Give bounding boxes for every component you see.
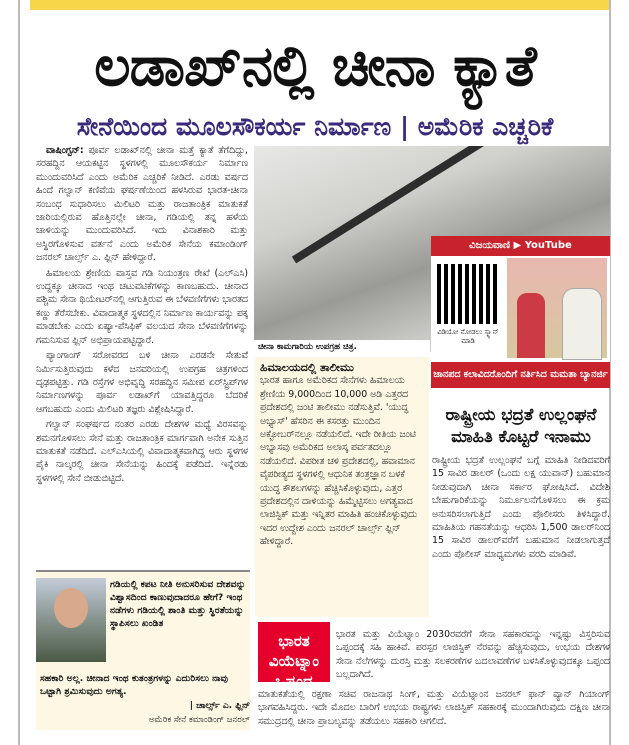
sidebar-story-text: ಭಾರತ ಹಾಗೂ ಅಮೆರಿಕದ ಸೇನೆಗಳು ಹಿಮಾಲಯ ಶ್ರೇಣಿಯ 9,000ದಿಂದ 10,000 ಅಡಿ ಎತ್ತರದ ಪ್ರದೇಶದಲ್ಲಿ ಜಂಟಿ ತಾಲೀಮು ನಡೆಸುತ್ತಿವೆ. 'ಯುದ್ಧ ಅಭ್ಯಾಸ್' ಹೆಸರಿನ ಈ ಕಸರತ್ತು ಮುಂದಿನ ಅಕ್ಟೋಬರ್‌ನಲ್ಲೂ ನಡೆಯಲಿದೆ. ಇದೇ ರೀತಿಯ ಜಂಟಿ ಅಭ್ಯಾಸವು ಅಮೆರಿಕದ ಅಲಾಸ್ಕ ಪರ್ವತದಲ್ಲೂ ನಡೆಯಲಿದೆ. ವಿಪರೀತ ಚಳಿ ಪ್ರದೇಶದಲ್ಲಿ, ಹವಾಮಾನ ವೈಪರೀತ್ಯದ ಸ್ಥಳಗಳಲ್ಲಿ ಆಧುನಿಕ ತಂತ್ರಜ್ಞಾನ ಬಳಕೆ ಯುದ್ಧ ಕೌಶಲಗಳನ್ನು ಹೆಚ್ಚಿಸಿಕೊಳ್ಳುವುದು, ಎತ್ತರ ಪ್ರದೇಶದಲ್ಲಿನ ದಾಳಿಯನ್ನು ಹಿಮ್ಮೆಟ್ಟಿಸಲು ಅಗತ್ಯವಾದ ಲಾಜಿಸ್ಟಿಕ್ ಮತ್ತು ಇನ್ನಿತರ ಮಾಹಿತಿ ಹಂಚಿಕೊಳ್ಳುವುದು ಇದರ ಉದ್ದೇಶ ಎಂದು ಜನರಲ್ ಚಾರ್ಲ್ಸ್ ಫ್ಲಿನ್ ಹೇಳಿದ್ದಾರೆ. xyxy=(260,375,418,548)
quote-attribution: | ಚಾರ್ಲ್ಸ್ ಎ. ಫ್ಲಿನ್ xyxy=(189,701,250,711)
article-paragraph-3: ಪ್ಯಾಂಗಾಂಗ್ ಸರೋವರದ ಬಳಿ ಚೀನಾ ಎರಡನೇ ಸೇತುವೆ ನಿರ್ಮಿಸುತ್ತಿರುವುದು ಕಳೆದ ಜನವರಿಯಲ್ಲಿ ಉಪಗ್ರಹ ಚಿತ್ರಗಳಿಂದ ದೃಢಪಟ್ಟಿತ್ತು. ಗಡಿ ರಸ್ತೆಗಳ ಅಭಿವೃದ್ಧಿ ಸರಹದ್ದಿನ ಸಮೀಪ ಏರ್‌ಸ್ಟ್ರಿಪ್‌ಗಳ ನಿರ್ಮಾಣಗಳನ್ನು ಪೂರ್ವ ಲಡಾಖ್‌ಗೆ ಯಾವತ್ತಿದ್ದರೂ ಬೆದರಿಕೆ ಆಗಬಹುದು ಎಂದು ಮಿಲಿಟರಿ ತಜ್ಞರು ವಿಶ್ಲೇಷಿಸಿದ್ದಾರೆ. xyxy=(36,350,248,415)
person-figure-left xyxy=(517,293,545,358)
india-vietnam-tag: ಭಾರತ ವಿಯೆಟ್ನಾಂ ಒಪ್ಪಂದ xyxy=(258,622,330,682)
article-paragraph-2: ಹಿಮಾಲಯ ಶ್ರೇಣಿಯ ವಾಸ್ತವ ಗಡಿ ನಿಯಂತ್ರಣ ರೇಖೆ (ಎಲ್‌ಎಸಿ) ಉದ್ದಕ್ಕೂ ಚೀನಾದ ಇಂಥ ಚಟುವಟಿಕೆಗಳನ್ನು ಕಾಣಬಹುದು. ಚೀನಾದ ಪಶ್ಚಿಮ ಸೇನಾ ಥಿಯೇಟರ್‌ನಲ್ಲಿ ಆಗುತ್ತಿರುವ ಈ ಬೆಳವಣಿಗೆಗಳು ಭಾರತದ ಕಣ್ಣು ತೆರೆಸಬೇಕು. ವಿವಾದಾತ್ಮಕ ಸ್ಥಳದಲ್ಲಿನ ನಿರ್ಮಾಣ ಕಾರ್ಯವನ್ನು ಪಕ್ಕ ಮಾಡಬೇಕು ಎಂದು ಏಷ್ಯಾ-ಪೆಸಿಫಿಕ್ ವಲಯದ ಸೇನಾ ಬೆಳವಣಿಗೆಗಳನ್ನು ಗಮನಿಸುವ ಫ್ಲಿನ್ ಅಭಿಪ್ರಾಯಪಟ್ಟಿದ್ದಾರೆ. xyxy=(36,267,248,346)
bottom-story-text-1: ಭಾರತ ಮತ್ತು ವಿಯೆಟ್ನಾಂ 2030ರವರೆಗೆ ಸೇನಾ ಸಹಕಾರವನ್ನು ಇನ್ನಷ್ಟು ವಿಸ್ತರಿಸುವ ಒಪ್ಪಂದಕ್ಕೆ ಸಹಿ ಹಾಕಿವೆ. ಪರಸ್ಪರ ಲಾಜಿಸ್ಟಿಕ್ ನೆರವನ್ನು ಹೆಚ್ಚಿಸುವುದು, ಉಭಯ ದೇಶಗಳ ಸೇನಾ ನೆಲೆಗಳನ್ನು ದುರಸ್ತಿ ಮತ್ತು ಸಲಕರಣೆಗಳ ಬದಲಾವಣೆಗಳ ಬಳಸಿಕೊಳ್ಳುವುದಕ್ಕೂ ಒಪ್ಪಂದ ಬಲ್ಲದಾಗಿದೆ. xyxy=(336,629,610,681)
quote-text-bottom: ಸಹಕಾರಿ ಅಲ್ಲ. ಚೀನಾದ ಇಂಥ ಕುತಂತ್ರಗಳನ್ನು ಎದುರಿಸಲು ನಾವು ಒಟ್ಟಾಗಿ ಶ್ರಮಿಸುವುದು ಅಗತ್ಯ. xyxy=(40,673,229,697)
right-story-headline: ರಾಷ್ಟ್ರೀಯ ಭದ್ರತೆ ಉಲ್ಲಂಘನೆ ಮಾಹಿತಿ ಕೊಟ್ಟರೆ ಇನಾಮು xyxy=(445,405,597,446)
sidebar-story-title: ಹಿಮಾಲಯದಲ್ಲಿ ತಾಲೀಮು xyxy=(260,361,354,374)
promo-brand: ವಿಜಯವಾಣಿ ▶ YouTube xyxy=(431,236,610,256)
qr-code-icon[interactable] xyxy=(437,264,497,324)
qr-caption: ವಿಡಿಯೋ ನೋಡಲು ಸ್ಕ್ಯಾನ್ ಮಾಡಿ xyxy=(437,328,499,345)
video-promo[interactable] xyxy=(431,236,610,388)
quote-box xyxy=(36,570,250,730)
quote-text-top: ಗಡಿಯಲ್ಲಿ ಕಪಟ ನೀತಿ ಅನುಸರಿಸುವ ದೇಶವನ್ನು ವಿಶ್ವಾಸದಿಂದ ಕಾಣುವುದಾದರೂ ಹೇಗೆ? ಇಂಥ ನಡೆಗಳು ಗಡಿಯಲ್ಲಿ ಶಾಂತಿ ಮತ್ತು ಸ್ಥಿರತೆಯನ್ನು ಸ್ಥಾಪಿಸಲು ಖಂಡಿತ xyxy=(110,579,246,629)
bottom-story-text-2: ಮಾತುಕತೆಯಲ್ಲಿ ರಕ್ಷಣಾ ಸಚಿವ ರಾಜನಾಥ ಸಿಂಗ್, ಮತ್ತು ವಿಯೆಟ್ನಾಂನ ಜನರಲ್ ಫಾನ್ ವ್ಯಾನ್ ಗಿಯಾಂಗ್ ಭಾಗವಹಿಸಿದ್ದರು. ಇದೇ ಮೊದಲ ಬಾರಿಗೆ ಉಭಯ ರಾಷ್ಟ್ರಗಳು ಲಾಜಿಸ್ಟಿಕ್ ಸಹಕಾರಕ್ಕೆ ಮುಂದಾಗಿರುವುದು ದಕ್ಷಿಣ ಚೀನಾ ಸಮುದ್ರದಲ್ಲಿ ಚೀನಾ ಪ್ರಾಬಲ್ಯವನ್ನು ತಡೆಯಲು ಸಹಕಾರಿ ಆಗಲಿದೆ. xyxy=(258,689,610,727)
person-figure-right xyxy=(562,288,602,360)
top-color-bar xyxy=(30,0,610,10)
photo-caption: ಚೀನಾ ಕಾಮಗಾರಿಯ ಉಪಗ್ರಹ ಚಿತ್ರ. xyxy=(254,340,430,354)
sub-headline: ಸೇನೆಯಿಂದ ಮೂಲಸೌಕರ್ಯ ನಿರ್ಮಾಣ | ಅಮೆರಿಕ ಎಚ್ಚರಿಕೆ xyxy=(76,112,554,141)
promo-photo xyxy=(507,258,607,358)
dateline: ವಾಷಿಂಗ್ಟನ್: xyxy=(46,145,84,156)
right-story-text: ರಾಷ್ಟ್ರೀಯ ಭದ್ರತೆ ಉಲ್ಲಂಘನೆ ಬಗ್ಗೆ ಮಾಹಿತಿ ನೀಡಿದವರಿಗೆ 15 ಸಾವಿರ ಡಾಲರ್ (ಒಂದು ಲಕ್ಷ ಯುವಾನ್) ಬಹುಮಾನ ನೀಡುವುದಾಗಿ ಚೀನಾ ಸರ್ಕಾರ ಘೋಷಿಸಿದೆ. ವಿದೇಶಿ ಬೇಹುಗಾರಿಕೆಯನ್ನು ನಿರ್ಮೂಲನೆಗೊಳಿಸಲು ಈ ಕ್ರಮ ಅನುಸರಿಸಲಾಗುತ್ತಿದೆ ಎಂದು ಪೊಲೀಸರು ತಿಳಿಸಿದ್ದಾರೆ. ಮಾಹಿತಿಯ ಗಹನತೆಯನ್ನು ಆಧರಿಸಿ 1,500 ಡಾಲರ್‌ನಿಂದ 15 ಸಾವಿರ ಡಾಲರ್‌ವರೆಗೆ ಬಹುಮಾನ ನೀಡಲಾಗುತ್ತದೆ ಎಂದು ಪೊಲೀಸ್ ಮಾಧ್ಯಮಗಳು ವರದಿ ಮಾಡಿವೆ. xyxy=(432,455,610,560)
general-portrait xyxy=(36,578,106,662)
promo-caption: ಜಾನಪದ ಕಲಾವಿದರೊಂದಿಗೆ ನರ್ತಿಸಿದ ಮಮತಾ ಬ್ಯಾನರ್ಜಿ xyxy=(431,362,610,388)
portrait-face xyxy=(54,588,88,628)
article-paragraph-4: ಗಲ್ವಾನ್ ಸಂಘರ್ಷದ ನಂತರ ಎರಡು ದೇಶಗಳ ಮಧ್ಯೆ ವಿರಸವನ್ನು ಶಮನಗೊಳಿಸಲು ಸೇನೆ ಮತ್ತು ರಾಜತಾಂತ್ರಿಕ ಮಾರ್ಗವಾಗಿ ಅನೇಕ ಸುತ್ತಿನ ಮಾತುಕತೆ ನಡೆದಿದೆ. ಎಲ್‌ಎಸಿಯಲ್ಲಿ ವಿವಾದಾತ್ಮಕವಾಗಿದ್ದ ಆರು ಸ್ಥಳಗಳ ಪೈಕಿ ನಾಲ್ಕರಲ್ಲಿ ಚೀನಾ ಸೇನೆಯನ್ನು ಹಿಂದಕ್ಕೆ ಪಡೆದಿದೆ. ಇನ್ನೆರಡು ಸ್ಥಳಗಳಲ್ಲಿ ಸೇನೆ ಬೀಡುಬಿಟ್ಟಿದೆ. xyxy=(36,419,248,484)
quote-role: ಅಮೆರಿಕ ಸೇನೆ ಕಮಾಂಡಿಂಗ್ ಜನರಲ್ xyxy=(148,715,250,725)
sidebar-story-himalaya xyxy=(255,357,429,617)
page-headline: ಲಡಾಖ್‌ನಲ್ಲಿ ಚೀನಾ ಕ್ಯಾತೆ xyxy=(94,34,536,99)
article-paragraph-1: ಪೂರ್ವ ಲಡಾಖ್‌ನಲ್ಲಿ ಚೀನಾ ಮತ್ತೆ ಕ್ಯಾತೆ ತೆಗೆದಿದ್ದು, ಸರಹದ್ದಿನ ಆಯಕಟ್ಟಿನ ಸ್ಥಳಗಳಲ್ಲಿ ಮೂಲಸೌಕರ್ಯ ನಿರ್ಮಾಣ ಮುಂದುವರಿಸಿದೆ ಎಂದು ಅಮೆರಿಕ ಎಚ್ಚರಿಕೆ ನೀಡಿದೆ. ಎರಡು ವರ್ಷದ ಹಿಂದೆ ಗಲ್ವಾನ್ ಕಣಿವೆಯ ಘರ್ಷಣೆಯಿಂದ ಹಳಸಿರುವ ಭಾರತ-ಚೀನಾ ಸಂಬಂಧ ಸುಧಾರಿಸಲು ಮಿಲಿಟರಿ ಮತ್ತು ರಾಜತಾಂತ್ರಿಕ ಮಾತುಕತೆ ಜಾರಿಯಲ್ಲಿರುವ ಹೊತ್ತಿನಲ್ಲೇ ಚೀನಾ, ಗಡಿಯಲ್ಲಿ ತನ್ನ ಹಳೆಯ ಚಾಳಿಯನ್ನು ಮುಂದುವರಿಸಿದೆ. ಇದು ವಿನಾಶಕಾರಿ ಮತ್ತು ಅಸ್ಥಿರಗೊಳಿಸುವ ವರ್ತನೆ ಎಂದು ಅಮೆರಿಕ ಸೇನೆಯ ಕಮಾಂಡಿಂಗ್ ಜನರಲ್ ಚಾರ್ಲ್ಸ್ ಎ. ಫ್ಲಿನ್ ಹೇಳಿದ್ದಾರೆ. xyxy=(36,145,248,264)
main-article xyxy=(36,144,248,574)
